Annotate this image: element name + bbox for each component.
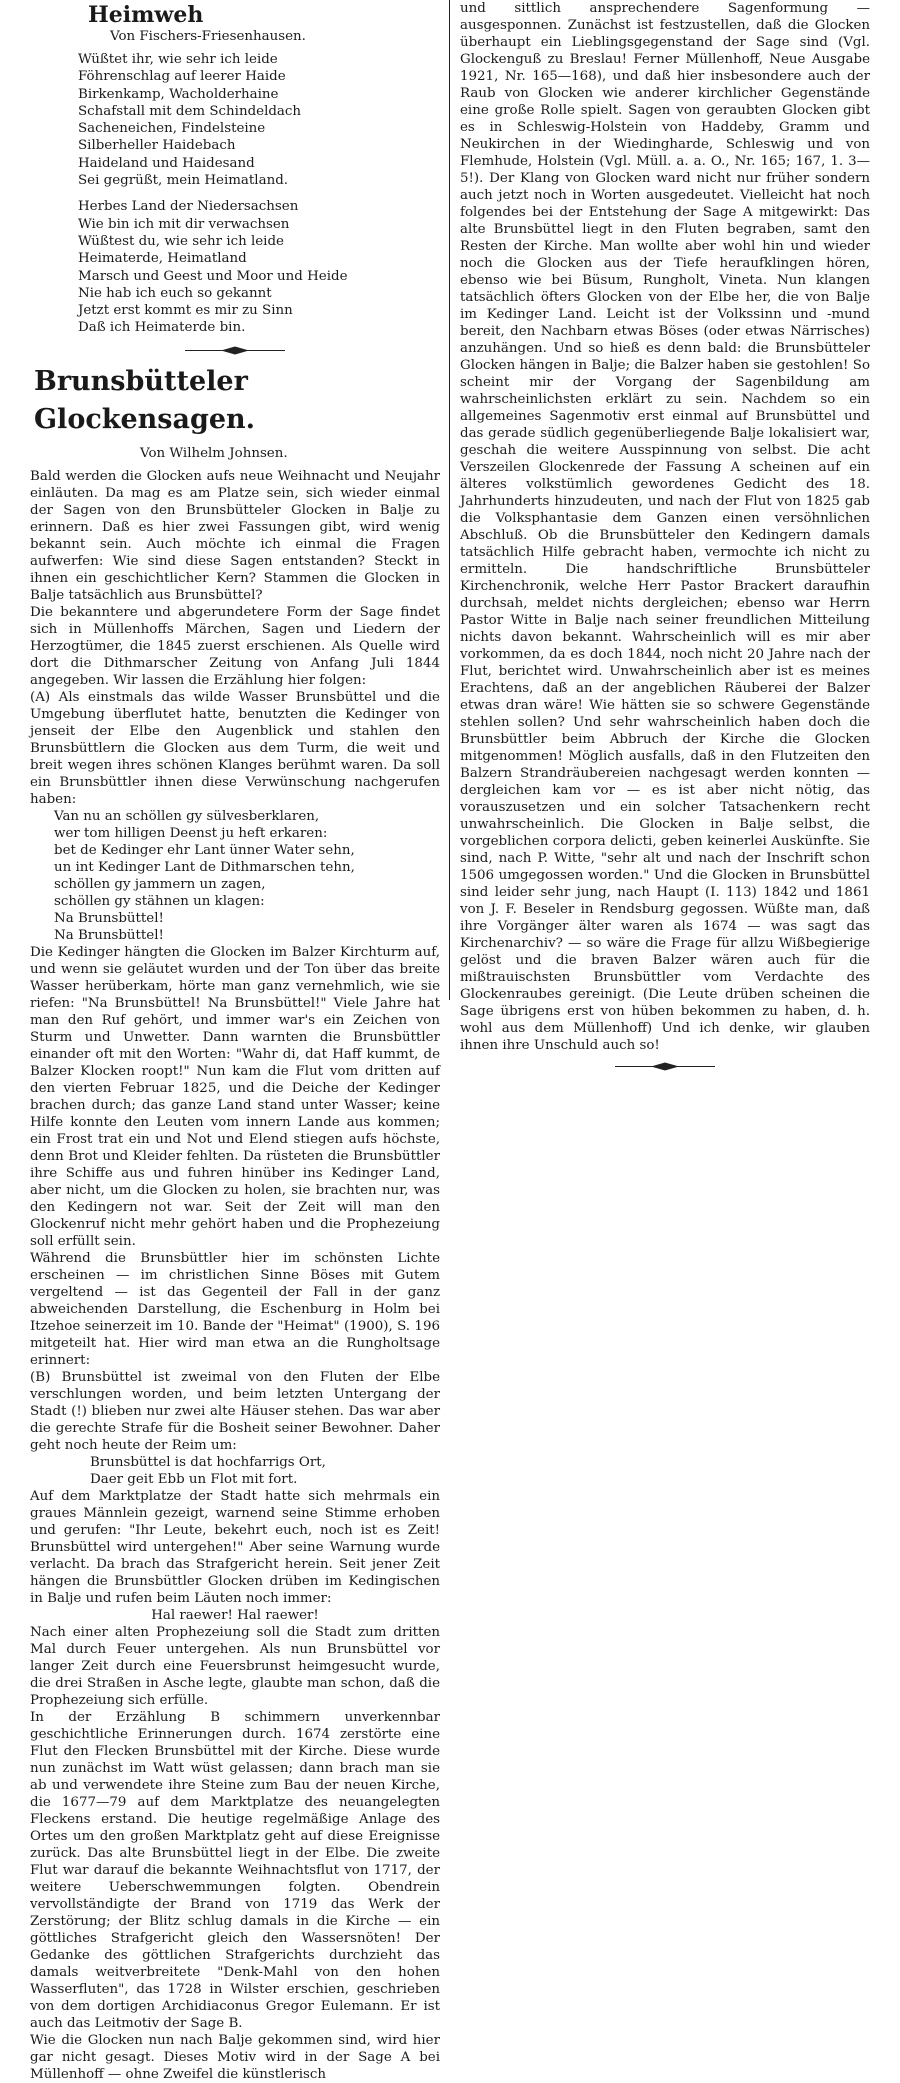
verse-line: Föhrenschlag auf leerer Haide <box>78 69 286 85</box>
verse-line: Daß ich Heimaterde bin. <box>78 320 246 336</box>
left-column <box>30 0 440 2083</box>
rhyme-line: schöllen gy stähnen un klagen: <box>54 893 265 909</box>
article-paragraph: Wie die Glocken nun nach Balje gekommen sind, wird hier gar nicht gesagt. Dieses Motiv wird in der Sage A bei Müllenhoff — ohne Zweifel die künstlerisch <box>30 2032 440 2082</box>
curse-rhyme <box>30 808 440 944</box>
article-paragraph: (B) Brunsbüttel ist zweimal von den Fluten der Elbe verschlungen worden, und beim letzten Untergang der Stadt (!) blieben nur zwei alte Häuser stehen. Das war aber die gerechte Strafe für die Bosheit seiner Bewohner. Daher geht noch heute der Reim um: <box>30 1369 440 1453</box>
verse-line: Marsch und Geest und Moor und Heide <box>78 268 348 284</box>
column-rule <box>449 0 450 1000</box>
article-paragraph: Die bekanntere und abgerundetere Form der Sage findet sich in Müllenhoffs Märchen, Sagen und Liedern der Herzogtümer, die 1845 zuerst erschienen. Als Quelle wird dort die Dithmarscher Zeitung von Anfang Juli 1844 angegeben. Wir lassen die Erzählung hier folgen: <box>30 604 440 688</box>
verse-line: Schafstall mit dem Schindeldach <box>78 103 302 119</box>
hal-raewer-line: Hal raewer! Hal raewer! <box>151 1607 319 1623</box>
poem-stanza-1 <box>78 51 440 189</box>
verse-line: Wüßtet ihr, wie sehr ich leide <box>78 52 278 67</box>
rhyme-line: un int Kedinger Lant de Dithmarschen tehn, <box>54 859 355 875</box>
poem-stanza-2 <box>78 198 440 336</box>
article-paragraph: und sittlich ansprechendere Sagenformung — ausgesponnen. Zunächst ist festzustellen, daß die Glocken überhaupt ein Lieblingsgegenstand der Sage sind (Vgl. Glockenguß zu Breslau! Ferner Müllenhoff, Neue Ausgabe 1921, Nr. 165—168), und daß hier insbesondere auch der Raub von Glocken wie anderer kirchlicher Gegenstände eine große Rolle spielt. Sagen von geraubten Glocken gibt es in Schleswig-Holstein von Haddeby, Gramm und Neukirchen in der Wiedingharde, Schleswig und von Flemhude, Holstein (Vgl. Müll. a. a. O., Nr. 165; 167, 1. 3—5!). Der Klang von Glocken ward nicht nur früher sondern auch jetzt noch in Worten ausgedeutet. Vielleicht hat noch folgendes bei der Entstehung der Sage A mitgewirkt: Das alte Brunsbüttel liegt in den Fluten begraben, samt den Resten der Kirche. Man wollte aber wohl hin und wieder noch die Glocken aus der Tiefe heraufklingen hören, ebenso wie bei Büsum, Rungholt, Vineta. Nun klangen tatsächlich öfters Glocken von der Elbe her, die von Balje im Kedinger Land. Leicht ist der Volkssinn und -mund bereit, den Nachbarn etwas Böses (oder etwas Närrisches) anzuhängen. Und so hieß es denn bald: die Brunsbütteler Glocken hängen in Balje; die Balzer haben sie gestohlen! So scheint mir der Vorgang der Sagenbildung am wahrscheinlichsten erklärt zu sein. Nachdem so ein allgemeines Sagenmotiv erst einmal auf Brunsbüttel und das gerade südlich gegenüberliegende Balje lokalisiert war, geschah die weitere Ausspinnung von selbst. Die acht Verszeilen Glockenrede der Fassung A scheinen auf ein älteres volkstümlich gewordenes Gedicht des 18. Jahrhunderts hinzudeuten, und nach der Flut von 1825 gab die Volksphantasie dem Ganzen einen versöhnlichen Abschluß. Ob die Brunsbütteler den Kedingern damals tatsächlich Hilfe gebracht haben, vermochte ich nicht zu ermitteln. Die handschriftliche Brunsbütteler Kirchenchronik, welche Herr Pastor Brackert daraufhin durchsah, meldet nichts dergleichen; ebenso war Herrn Pastor Witte in Balje nach seiner freundlichen Mitteilung nichts davon bekannt. Wahrscheinlich will es mir aber vorkommen, da es doch 1844, noch nicht 20 Jahre nach der Flut, berichtet wird. Unwahrscheinlich aber ist es meines Erachtens, daß an der angeblichen Räuberei der Balzer etwas dran wäre! Wie hätten sie so schwere Gegenstände stehlen sollen? Und sehr wahrscheinlich haben doch die Brunsbüttler beim Abbruch der Kirche die Glocken mitgenommen! Möglich ausfalls, daß in den Flutzeiten den Balzern Strandräubereien nachgesagt werden konnten — dergleichen kam vor — es ist aber nicht nötig, das vorauszusetzen und ein solcher Tatsachenkern recht unwahrscheinlich. Die Glocken in Balje selbst, die vorgeblichen corpora delicti, geben keinerlei Auskünfte. Sie sind, nach P. Witte, "sehr alt und nach der Inschrift schon 1506 umgegossen worden." Und die Glocken in Brunsbüttel sind leider sehr jung, nach Haupt (I. 113) 1842 und 1861 von J. F. Beseler in Rendsburg gegossen. Wüßte man, daß ihre Vorgänger älter waren als 1674 — was sagt das Kirchenarchiv? — so wäre die Frage für allzu Wißbegierige gelöst und die braven Balzer wären auch für die mißtrauischsten Brunsbüttler vom Verdachte des Glockenraubes gereinigt. (Die Leute drüben scheinen die Sage übrigens erst von hüben bekommen zu haben, d. h. wohl aus dem Müllenhoff) Und ich denke, wir glauben ihnen ihre Unschuld auch so! <box>460 1 870 1053</box>
article-paragraph: In der Erzählung B schimmern unverkennbar geschichtliche Erinnerungen durch. 1674 zerstörte eine Flut den Flecken Brunsbüttel mit der Kirche. Diese wurde nun zunächst im Watt wüst gelassen; dann brach man sie ab und verwendete ihre Steine zum Bau der neuen Kirche, die 1677—79 auf dem Marktplatze des neuangelegten Fleckens erstand. Die heutige regelmäßige Anlage des Ortes um den großen Marktplatz geht auf diese Ereignisse zurück. Das alte Brunsbüttel liegt in der Elbe. Die zweite Flut war darauf die bekannte Weihnachtsflut von 1717, der weitere Ueberschwemmungen folgten. Obendrein vervollständigte der Brand von 1719 das Werk der Zerstörung; der Blitz schlug damals in die Kirche — ein göttliches Strafgericht gleich den Wassersnöten! Der Gedanke des göttlichen Strafgerichts durchzieht das damals weitverbreitete "Denk-Mahl von den hohen Wasserfluten", das 1728 in Wilster erschien, geschrieben von dem dortigen Archidiaconus Gregor Eulemann. Er ist auch das Leitmotiv der Sage B. <box>30 1709 440 2031</box>
rhyme-line: Van nu an schöllen gy sülvesberklaren, <box>54 808 320 824</box>
rhyme-line: Na Brunsbüttel! <box>54 910 164 926</box>
rhyme-line: Daer geit Ebb un Flot mit fort. <box>90 1471 298 1487</box>
verse-line: Silberheller Haidebach <box>78 138 236 154</box>
poem-title: Heimweh <box>88 2 204 28</box>
ornament-divider <box>615 1062 715 1071</box>
rhyme-line: Na Brunsbüttel! <box>54 927 164 943</box>
ornament-divider <box>185 346 285 355</box>
verse-line: Wie bin ich mit dir verwachsen <box>78 216 290 232</box>
rhyme-line: bet de Kedinger ehr Lant ünner Water sehn, <box>54 842 355 858</box>
verse-line: Herbes Land der Niedersachsen <box>78 199 299 215</box>
article-paragraph: Während die Brunsbüttler hier im schönsten Lichte erscheinen — im christlichen Sinne Böses mit Gutem vergeltend — ist das Gegenteil der Fall in der ganz abweichenden Darstellung, die Eschenburg in Holm bei Itzehoe seinerzeit im 10. Bande der "Heimat" (1900), S. 196 mitgeteilt hat. Hier wird man etwa an die Rungholtsage erinnert: <box>30 1250 440 1368</box>
rhyme-line: wer tom hilligen Deenst ju heft erkaren: <box>54 825 328 841</box>
verse-line: Sei gegrüßt, mein Heimatland. <box>78 173 289 189</box>
article-paragraph: Bald werden die Glocken aufs neue Weihnacht und Neujahr einläuten. Da mag es am Platze sein, sich wieder einmal der Sagen von den Brunsbütteler Glocken in Balje zu erinnern. Daß es hier zwei Fassungen gibt, wird wenig bekannt sein. Auch möchte ich einmal die Fragen aufwerfen: Wie sind diese Sagen entstanden? Steckt in ihnen ein geschichtlicher Kern? Stammen die Glocken in Balje tatsächlich aus Brunsbüttel? <box>30 468 440 603</box>
verse-line: Haideland und Haidesand <box>78 155 255 171</box>
rhyme-line: schöllen gy jammern un zagen, <box>54 876 266 892</box>
verse-line: Birkenkamp, Wacholderhaine <box>78 86 279 102</box>
article-paragraph: Die Kedinger hängten die Glocken im Balzer Kirchturm auf, und wenn sie geläutet wurden und der Ton über das breite Wasser herüberkam, hörte man ganz vernehmlich, wie sie riefen: "Na Brunsbüttel! Na Brunsbüttel!" Viele Jahre hat man den Ruf gehört, und immer war's ein Zeichen von Sturm und Unwetter. Dann warnten die Brunsbüttler einander oft mit den Worten: "Wahr di, dat Haff kummt, de Balzer Klocken roopt!" Nun kam die Flut vom dritten auf den vierten Februar 1825, und die Deiche der Kedinger brachen durch; das ganze Land stand unter Wasser; keine Hilfe konnte den Leuten vom innern Lande aus kommen; ein Frost trat ein und Not und Elend stiegen aufs höchste, denn Brot und Kleider fehlten. Da rüsteten die Brunsbüttler ihre Schiffe aus und fuhren hinüber ins Kedinger Land, aber nicht, um die Glocken zu holen, sie brachten nur, was den Kedingern not war. Seit der Zeit will man den Glockenruf nicht mehr gehört haben und die Prophezeiung soll erfüllt sein. <box>30 944 440 1249</box>
article-paragraph: Auf dem Marktplatze der Stadt hatte sich mehrmals ein graues Männlein gezeigt, warnend seine Stimme erhoben und gerufen: "Ihr Leute, bekehrt euch, noch ist es Zeit! Brunsbüttel wird untergehen!" Aber seine Warnung wurde verlacht. Da brach das Strafgericht herein. Seit jener Zeit hängen die Brunsbüttler Glocken drüben im Kedingischen in Balje und rufen beim Läuten noch immer: <box>30 1488 440 1606</box>
right-column <box>460 0 870 1079</box>
article-paragraph: Nach einer alten Prophezeiung soll die Stadt zum dritten Mal durch Feuer untergehen. Als nun Brunsbüttel vor langer Zeit durch eine Feuersbrunst heimgesucht wurde, die drei Straßen in Asche legte, glaubte man schon, daß die Prophezeiung sich erfülle. <box>30 1624 440 1708</box>
verse-line: Sacheneichen, Findelsteine <box>78 121 266 137</box>
verse-line: Heimaterde, Heimatland <box>78 251 247 267</box>
verse-line: Jetzt erst kommt es mir zu Sinn <box>78 303 293 319</box>
article-title: Brunsbütteler Glockensagen. <box>34 365 256 435</box>
verse-line: Nie hab ich euch so gekannt <box>78 285 272 301</box>
article-paragraph: (A) Als einstmals das wilde Wasser Brunsbüttel und die Umgebung überflutet hatte, benutzten die Kedinger von jenseit der Elbe den Augenblick und stahlen den Brunsbüttlern die Glocken aus dem Turm, die weit und breit wegen ihres schönen Klanges berühmt waren. Da soll ein Brunsbüttler ihnen diese Verwünschung nachgerufen haben: <box>30 689 440 807</box>
rhyme-line: Brunsbüttel is dat hochfarrigs Ort, <box>90 1454 326 1470</box>
verse-line: Wüßtest du, wie sehr ich leide <box>78 233 284 249</box>
article-author: Von Wilhelm Johnsen. <box>140 445 288 461</box>
poem-author: Von Fischers-Friesenhausen. <box>110 29 306 44</box>
